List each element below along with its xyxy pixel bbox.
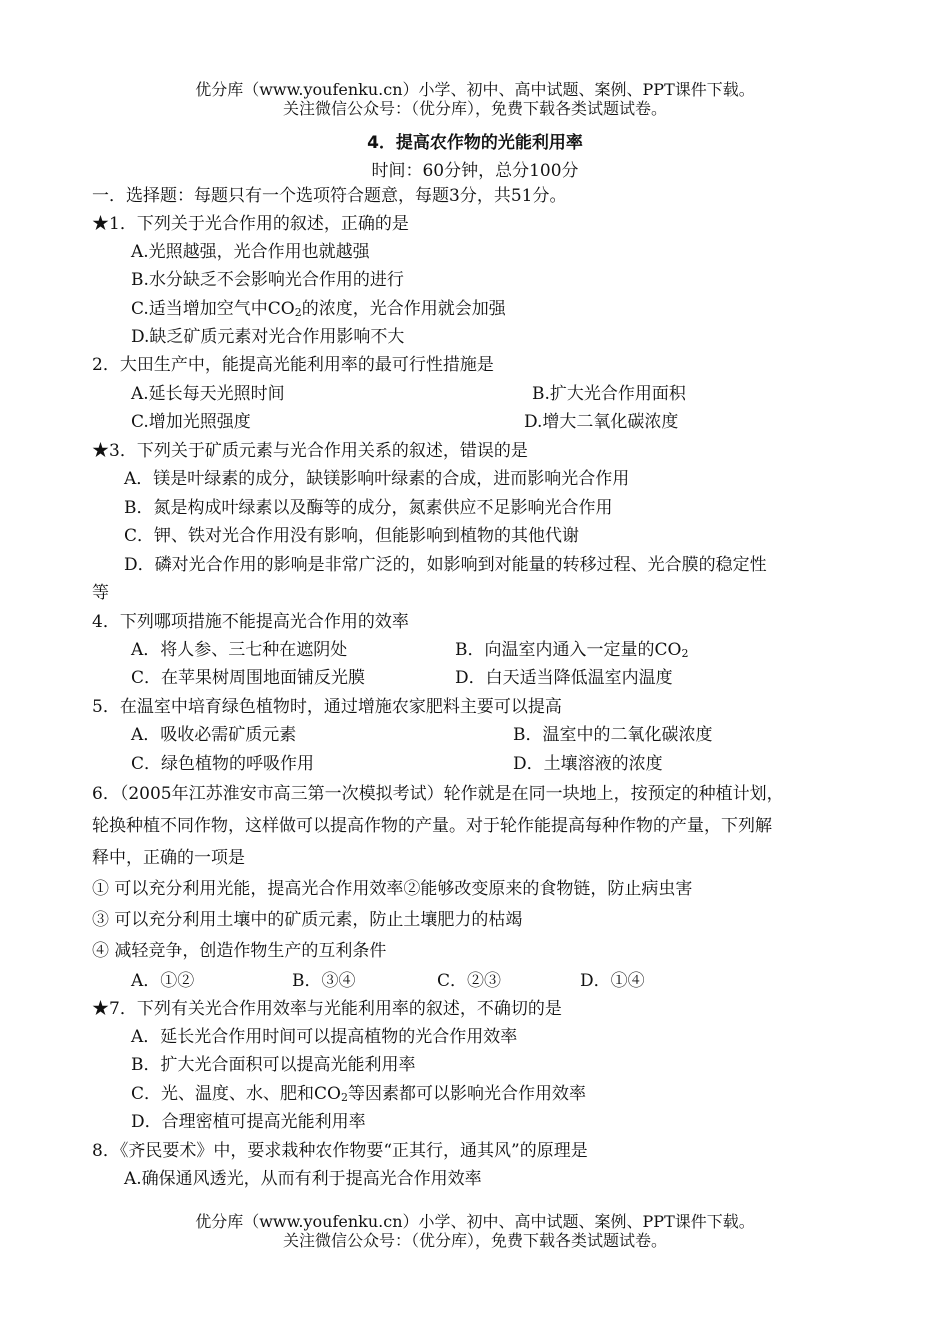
question-1-option-a: A.光照越强，光合作用也就越强 (131, 242, 370, 262)
question-1-option-d: D.缺乏矿质元素对光合作用影响不大 (131, 327, 405, 347)
question-4-option-b: B．向温室内通入一定量的$CO_2$ (455, 640, 689, 660)
question-3-option-c: C．钾、铁对光合作用没有影响，但能影响到植物的其他代谢 (124, 526, 580, 546)
question-4-option-d: D．白天适当降低温室内温度 (455, 668, 673, 688)
question-6-option-c: C．②③ (437, 971, 502, 991)
question-7-option-c: C．光、温度、水、肥和$CO_2$等因素都可以影响光合作用效率 (131, 1084, 586, 1104)
footer-line-2: 关注微信公众号：（优分库），免费下载各类试题试卷。 (282, 1231, 667, 1250)
footer-line-1: 优分库（www.youfenku.cn）小学、初中、高中试题、案例、PPT课件下载。 (195, 1212, 755, 1231)
question-7-option-d: D．合理密植可提高光能利用率 (131, 1112, 366, 1132)
question-7-stem: ★7．下列有关光合作用效率与光能利用率的叙述，不确切的是 (92, 999, 562, 1019)
question-2-stem: 2．大田生产中，能提高光能利用率的最可行性措施是 (92, 355, 494, 375)
question-2-option-d: D.增大二氧化碳浓度 (524, 412, 679, 432)
question-6-stem-line-2: 轮换种植不同作物，这样做可以提高作物的产量。对于轮作能提高每种作物的产量，下列解 (92, 816, 772, 836)
question-6-stem-line-1: 6．（2005年江苏淮安市高三第一次模拟考试）轮作就是在同一块地上，按预定的种植计划， (92, 784, 784, 804)
question-5-stem: 5．在温室中培育绿色植物时，通过增施农家肥料主要可以提高 (92, 697, 562, 717)
question-4-stem: 4．下列哪项措施不能提高光合作用的效率 (92, 612, 409, 632)
section-heading: 一．选择题：每题只有一个选项符合题意，每题3分，共51分。 (92, 186, 567, 206)
question-4-option-c: C．在苹果树周围地面铺反光膜 (131, 668, 366, 688)
question-6-statement-1-2: ① 可以充分利用光能，提高光合作用效率②能够改变原来的食物链，防止病虫害 (92, 879, 693, 899)
question-8-stem: 8．《齐民要术》中，要求栽种农作物要“正其行，通其风”的原理是 (92, 1141, 588, 1161)
question-7-option-b: B．扩大光合面积可以提高光能利用率 (131, 1055, 416, 1075)
question-6-option-a: A．①② (131, 971, 195, 991)
question-7-option-a: A．延长光合作用时间可以提高植物的光合作用效率 (131, 1027, 518, 1047)
question-3-option-d-continued: 等 (92, 583, 109, 603)
question-5-option-d: D．土壤溶液的浓度 (513, 754, 663, 774)
question-8-option-a: A.确保通风透光，从而有利于提高光合作用效率 (124, 1169, 482, 1189)
question-6-statement-4: ④ 减轻竞争，创造作物生产的互利条件 (92, 941, 387, 961)
header-line-1: 优分库（www.youfenku.cn）小学、初中、高中试题、案例、PPT课件下载。 (195, 80, 755, 99)
question-1-option-b: B.水分缺乏不会影响光合作用的进行 (131, 270, 404, 290)
question-2-option-c: C.增加光照强度 (131, 412, 251, 432)
question-1-stem: ★1．下列关于光合作用的叙述，正确的是 (92, 214, 409, 234)
question-5-option-b: B．温室中的二氧化碳浓度 (513, 725, 713, 745)
page-title: 4．提高农作物的光能利用率 (367, 133, 583, 153)
question-5-option-c: C．绿色植物的呼吸作用 (131, 754, 315, 774)
question-6-option-b: B．③④ (292, 971, 356, 991)
question-2-option-b: B.扩大光合作用面积 (532, 384, 686, 404)
question-3-stem: ★3．下列关于矿质元素与光合作用关系的叙述，错误的是 (92, 441, 528, 461)
header-line-2: 关注微信公众号：（优分库），免费下载各类试题试卷。 (282, 99, 667, 118)
question-5-option-a: A．吸收必需矿质元素 (131, 725, 297, 745)
exam-meta: 时间：60分钟，总分100分 (371, 161, 579, 181)
question-6-stem-line-3: 释中，正确的一项是 (92, 848, 245, 868)
question-1-option-c: C.适当增加空气中$CO_2$的浓度，光合作用就会加强 (131, 299, 506, 319)
question-3-option-a: A．镁是叶绿素的成分，缺镁影响叶绿素的合成，进而影响光合作用 (124, 469, 630, 489)
question-3-option-b: B．氮是构成叶绿素以及酶等的成分，氮素供应不足影响光合作用 (124, 498, 613, 518)
question-6-option-d: D．①④ (580, 971, 645, 991)
question-4-option-a: A．将人参、三七种在遮阴处 (131, 640, 348, 660)
question-3-option-d: D．磷对光合作用的影响是非常广泛的，如影响到对能量的转移过程、光合膜的稳定性 (124, 555, 767, 575)
question-6-statement-3: ③ 可以充分利用土壤中的矿质元素，防止土壤肥力的枯竭 (92, 910, 523, 930)
question-2-option-a: A.延长每天光照时间 (131, 384, 285, 404)
